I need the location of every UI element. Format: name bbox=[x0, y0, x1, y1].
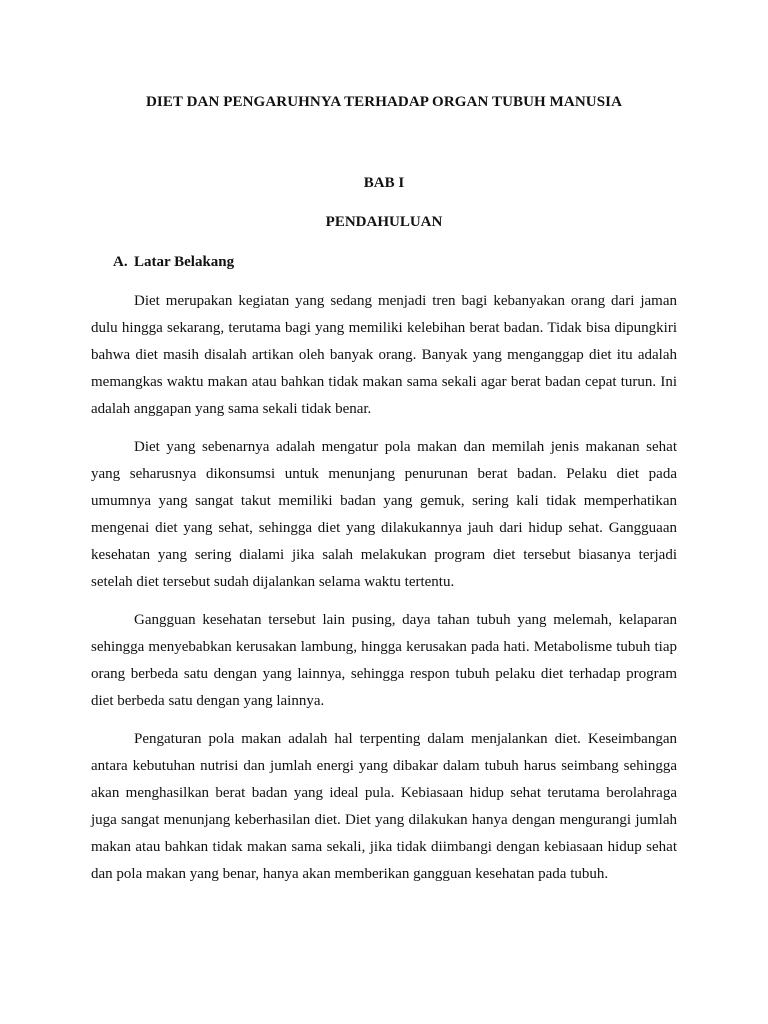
document-title: DIET DAN PENGARUHNYA TERHADAP ORGAN TUBUH MANUSIA bbox=[145, 94, 623, 110]
body-paragraph: Diet yang sebenarnya adalah mengatur pola makan dan memilah jenis makanan sehat yang seharusnya dikonsumsi untuk menunjang penurunan berat badan. Pelaku diet pada umumnya yang sangat takut memiliki badan yang gemuk, sering kali tidak memperhatikan mengenai diet yang sehat, sehingga diet yang dilakukannya jauh dari hidup sehat. Gangguaan kesehatan yang sering dialami jika salah melakukan program diet tersebut biasanya terjadi setelah diet tersebut sudah dijalankan selama waktu tertentu. bbox=[91, 439, 677, 591]
section-title: Latar Belakang bbox=[134, 254, 235, 270]
section-letter: A. bbox=[113, 254, 128, 270]
body-paragraph: Pengaturan pola makan adalah hal terpenting dalam menjalankan diet. Keseimbangan antara kebutuhan nutrisi dan jumlah energi yang dibakar dalam tubuh harus seimbang sehingga akan menghasilkan berat badan yang ideal pula. Kebiasaan hidup sehat terutama berolahraga juga sangat menunjang keberhasilan diet. Diet yang dilakukan hanya dengan mengurangi jumlah makan atau bahkan tidak makan sama sekali, jika tidak diimbangi dengan kebiasaan hidup sehat dan pola makan yang benar, hanya akan memberikan gangguan kesehatan pada tubuh. bbox=[91, 731, 677, 883]
chapter-title: PENDAHULUAN bbox=[325, 214, 443, 230]
body-paragraph: Gangguan kesehatan tersebut lain pusing, daya tahan tubuh yang melemah, kelaparan sehingga menyebabkan kerusakan lambung, hingga kerusakan pada hati. Metabolisme tubuh tiap orang berbeda satu dengan yang lainnya, sehingga respon tubuh pelaku diet terhadap program diet berbeda satu dengan yang lainnya. bbox=[91, 612, 677, 710]
chapter-number: BAB I bbox=[363, 175, 405, 191]
section-heading bbox=[113, 252, 234, 272]
body-paragraph: Diet merupakan kegiatan yang sedang menjadi tren bagi kebanyakan orang dari jaman dulu hingga sekarang, terutama bagi yang memiliki kelebihan berat badan. Tidak bisa dipungkiri bahwa diet masih disalah artikan oleh banyak orang. Banyak yang menganggap diet itu adalah memangkas waktu makan atau bahkan tidak makan sama sekali agar berat badan cepat turun. Ini adalah anggapan yang sama sekali tidak benar. bbox=[91, 293, 677, 418]
